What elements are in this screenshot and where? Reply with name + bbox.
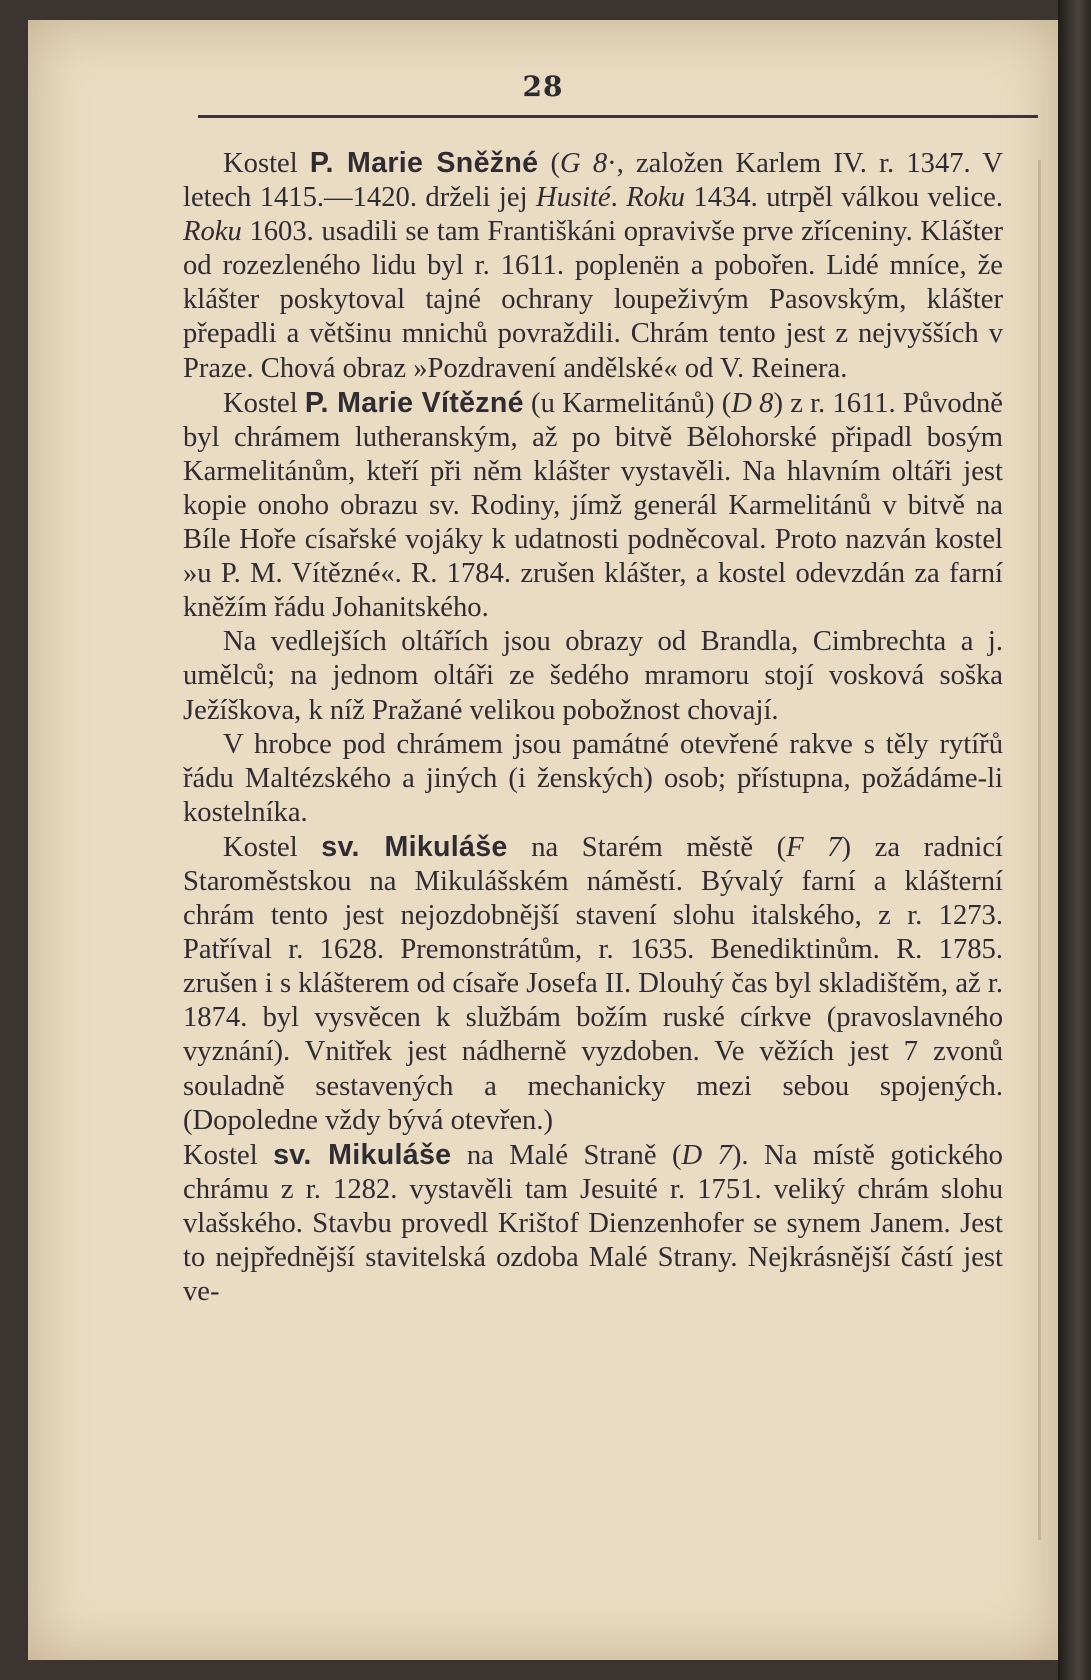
bold-term: sv. Mikuláše (321, 830, 508, 863)
italic-term: F 7 (786, 831, 842, 863)
bold-term: P. Marie Vítězné (304, 386, 524, 419)
italic-term: G 8 (560, 148, 608, 179)
paragraph-p5: Kostel sv. Mikuláše na Starém městě (F 7) za radnicí Staroměstskou na Mikulášském náměstí. Bývalý farní a klášterní chrám tento jest nejozdobnější stavení slohu italského, z r. 1273. Patříval r. 1628. Premonstrátům, r. 1635. Benediktinům. R. 1785. zrušen i s klášterem od císaře Josefa II. Dlouhý čas byl skladištěm, až r. 1874. byl vysvěcen k službám božím ruské církve (pravoslavného vyznání). Vnitřek jest nádherně vyzdoben. Ve věžích jest 7 zvonů souladně sestavených a mechanicky mezi sebou spojených. (Dopoledne vždy bývá otevřen.) (183, 830, 1003, 1136)
italic-term: Roku (626, 182, 685, 214)
body-text (183, 146, 1003, 1309)
paragraph-p3: Na vedlejších oltářích jsou obrazy od Brandla, Cimbrechta a j. umělců; na jednom oltáři ze šedého mramoru stojí vosková soška Ježíškova, k níž Pražané velikou pobožnost chovají. (183, 626, 1003, 726)
paragraph-p2: Kostel P. Marie Vítězné (u Karmelitánů) (D 8) z r. 1611. Původně byl chrámem lutheranským, až po bitvě Bělohorské připadl bosým Karmelitánům, kteří při něm klášter vystavěli. Na hlavním oltáři jest kopie onoho obrazu sv. Rodiny, jímž generál Karmelitánů v bitvě na Bíle Hoře císařské vojáky k udatnosti podněcoval. Proto nazván kostel »u P. M. Vítězné«. R. 1784. zrušen klášter, a kostel odevzdán za farní kněžím řádu Johanitského. (183, 386, 1003, 624)
bold-term: sv. Mikuláše (273, 1138, 452, 1171)
italic-term: D 7 (681, 1139, 732, 1171)
paragraph-p1: Kostel P. Marie Sněžné (G 8·, založen Karlem IV. r. 1347. V letech 1415.—1420. drželi jej Husité. Roku 1434. utrpěl válkou velice. Roku 1603. usadili se tam Františkáni opravivše prve zříceniny. Klášter od rozezleného lidu byl r. 1611. poplenën a pobořen. Lidé mníce, že klášter poskytoval tajné ochrany loupeživým Pasovským, klášter přepadli a většinu mnichů povraždili. Chrám tento jest z nejvyšších v Praze. Chová obraz »Pozdravení andělské« od V. Reinera. (183, 147, 1004, 384)
page-number: 28 (522, 70, 564, 103)
book-spine-edge (1058, 0, 1091, 1680)
paragraph-p6: Kostel sv. Mikuláše na Malé Straně (D 7). Na místě gotického chrámu z r. 1282. vystavěli tam Jesuité r. 1751. veliký chrám slohu vlašského. Stavbu provedl Krištof Dienzenhofer se synem Janem. Jest to nejpřednější stavitelská ozdoba Malé Strany. Nejkrásnější částí jest ve- (183, 1138, 1003, 1308)
page-edge-shadow (1038, 160, 1041, 1540)
italic-term: Husité (535, 182, 611, 214)
paragraph-p4: V hrobce pod chrámem jsou památné otevřené rakve s těly rytířů řádu Maltézského a jiných (i ženských) osob; přístupna, požádáme-li kostelníka. (183, 728, 1003, 828)
italic-term: D 8 (731, 387, 774, 419)
bold-term: P. Marie Sněžné (309, 147, 539, 179)
header-rule (198, 115, 1038, 118)
book-page (28, 20, 1058, 1660)
italic-term: Roku (183, 216, 242, 248)
